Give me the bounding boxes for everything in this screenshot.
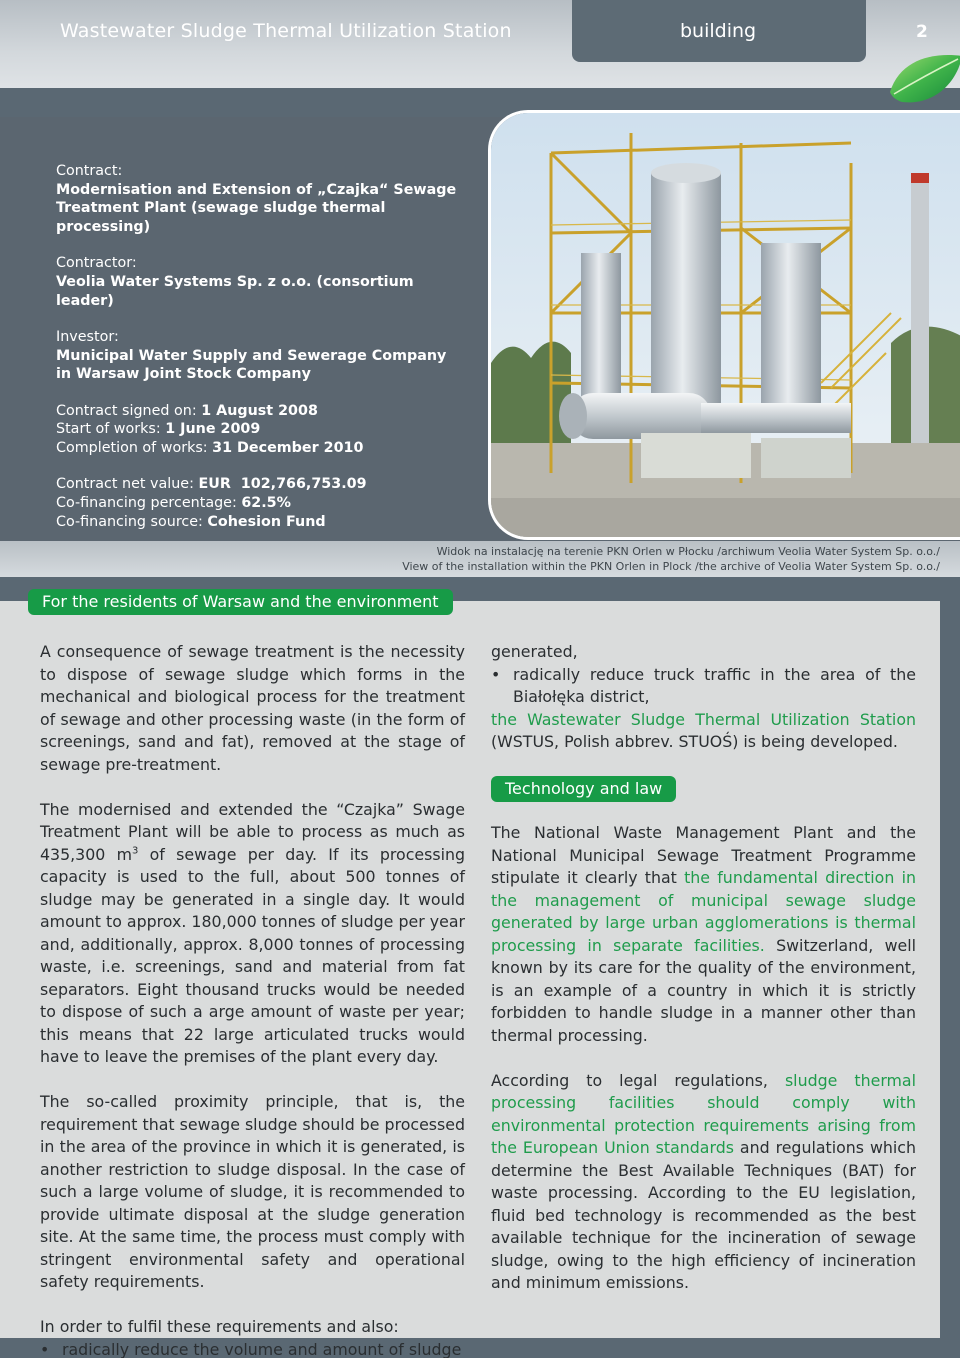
start-value: 1 June 2009	[165, 421, 261, 438]
cofin-pct-line	[56, 494, 476, 513]
contractor-value: Veolia Water Systems Sp. z o.o. (consortium leader)	[56, 274, 414, 309]
signed-line	[56, 402, 476, 421]
installation-illustration	[491, 113, 960, 540]
page-number: 2	[916, 22, 928, 42]
completion-label: Completion of works:	[56, 439, 208, 456]
investor-value-line1: Municipal Water Supply and Sewerage Company	[56, 347, 447, 364]
wstus-sentence-rest: (WSTUS, Polish abbrev. STUOŚ) is being developed.	[491, 732, 898, 751]
left-paragraph-4	[40, 1316, 465, 1358]
bullet-item-2-text: radically reduce truck traffic in the area of the Białołęka district,	[513, 664, 916, 706]
tech-paragraph-2-b: and regulations which determine the Best Available Techniques (BAT) for waste processing. According to the EU legislation, fluid bed technology is recommended as the best available technique for the incineration of sewage sludge, owing to the high efficiency of incineration and minimum emissions.	[491, 1138, 916, 1292]
contract-info	[56, 162, 476, 549]
wstus-sentence	[491, 709, 916, 754]
continuation-text: generated,	[491, 642, 578, 661]
cofin-pct-value: 62.5%	[241, 494, 291, 511]
contract-label: Contract:	[56, 163, 123, 179]
net-value-value: EUR 102,766,753.09	[198, 476, 367, 493]
contract-value-line2: Treatment Plant (sewage sludge thermal processing)	[56, 200, 386, 236]
start-label: Start of works:	[56, 421, 161, 438]
dates-block	[56, 402, 476, 458]
bullet-item-1	[40, 1339, 465, 1358]
section-heading-technology: Technology and law	[491, 776, 676, 802]
right-column-top	[491, 641, 916, 754]
right-margin-band	[940, 577, 960, 1358]
contractor-block	[56, 254, 476, 310]
photo-caption	[402, 545, 940, 574]
net-value-line	[56, 475, 476, 494]
cubic-superscript: 3	[131, 845, 139, 857]
tech-paragraph-2-a: According to legal regulations,	[491, 1070, 785, 1090]
bullet-item-2	[491, 664, 916, 709]
cofin-pct-label: Co-financing percentage:	[56, 494, 237, 511]
tech-paragraph-2	[491, 1070, 916, 1295]
contract-block	[56, 162, 476, 237]
cofin-src-line	[56, 513, 476, 532]
tech-paragraph-1-b: Switzerland, well known by its care for the quality of the environment, is an example of a country in which it is strictly forbidden to handle sludge in a manner other than thermal processing.	[491, 935, 916, 1045]
bullet-dot-icon: •	[491, 664, 501, 684]
left-paragraph-4-text: In order to fulfil these requirements and also:	[40, 1317, 399, 1336]
contract-value-line1: Modernisation and Extension of „Czajka“ Sewage	[56, 181, 457, 198]
bullet-dot-icon: •	[40, 1339, 50, 1358]
signed-label: Contract signed on:	[56, 402, 197, 419]
investor-label: Investor:	[56, 328, 119, 345]
caption-polish: Widok na instalację na terenie PKN Orlen w Płocku /archiwum Veolia Water System Sp. o.o./	[436, 545, 940, 558]
photo-caption-strip	[0, 541, 960, 577]
section-heading-residents: For the residents of Warsaw and the environment	[28, 589, 453, 615]
header-title: Wastewater Sludge Thermal Utilization Station	[60, 20, 512, 42]
wstus-name: the Wastewater Sludge Thermal Utilization Station	[491, 709, 916, 729]
net-value-label: Contract net value:	[56, 476, 194, 493]
left-paragraph-1: A consequence of sewage treatment is the necessity to dispose of sewage sludge which forms in the mechanical and biological process for the treatment of sewage and other processing waste (in the form of screenings, sand and fat), removed at the stage of sewage pre-treatment.	[40, 642, 465, 774]
tech-paragraph-1-a: The National Waste Management Plant and the National Municipal Sewage Treatment Programme stipulate it clearly that	[491, 823, 916, 887]
installation-photo	[488, 110, 960, 540]
finance-block	[56, 475, 476, 531]
caption-english: View of the installation within the PKN Orlen in Plock /the archive of Veolia Water System Sp. o.o./	[402, 559, 940, 573]
contractor-label: Contractor:	[56, 255, 137, 272]
investor-value-line2: in Warsaw Joint Stock Company	[56, 366, 311, 383]
left-paragraph-2-b: of sewage per day. If its processing capacity is used to the full, about 500 tonnes of sludge may be generated in a single day. It would amount to approx. 180,000 tonnes of sludge per year and, additionally, approx. 8,000 tonnes of processing waste, i.e. screenings, sand and material from fat separators. Eight thousand trucks would be needed to dispose of such a arge amount of waste per year; this means that 22 large articulated trucks would have to leave the premises of the plant every day.	[40, 844, 465, 1066]
leaf-icon	[886, 50, 960, 110]
completion-line	[56, 439, 476, 458]
right-paragraph-continuation	[491, 641, 916, 754]
right-column-bottom	[491, 822, 916, 1295]
left-column	[40, 641, 465, 1358]
investor-block	[56, 328, 476, 384]
start-line	[56, 420, 476, 439]
tech-paragraph-1-highlight: the fundamental direction in the management of municipal sewage sludge generated by large urban agglomerations is thermal processing in separate facilities.	[491, 868, 916, 955]
header-tab-label: building	[680, 20, 757, 42]
bullet-item-1-text: radically reduce the volume and amount of sludge	[62, 1339, 462, 1358]
cofin-src-label: Co-financing source:	[56, 513, 203, 530]
page-header	[0, 0, 960, 88]
completion-value: 31 December 2010	[212, 439, 364, 456]
left-paragraph-2-a: The modernised and extended the “Czajka” Swage Treatment Plant will be able to process as much as 435,300 m	[40, 799, 465, 864]
left-paragraph-2	[40, 799, 465, 1069]
header-section-tab	[572, 0, 866, 62]
left-paragraph-3: The so-called proximity principle, that is, the requirement that sewage sludge should be processed in the area of the province in which it is generated, is another restriction to sludge disposal. In the case of such a large volume of sludge, it is recommended to provide ultimate disposal at the sludge generation site. At the same time, the process must comply with stringent environmental safety and operational safety requirements.	[40, 1092, 465, 1291]
tech-paragraph-1	[491, 822, 916, 1047]
cofin-src-value: Cohesion Fund	[207, 513, 326, 530]
signed-value: 1 August 2008	[201, 402, 318, 419]
tech-paragraph-2-highlight: sludge thermal processing facilities should comply with environmental protection requirements arising from the European Union standards	[491, 1070, 916, 1157]
